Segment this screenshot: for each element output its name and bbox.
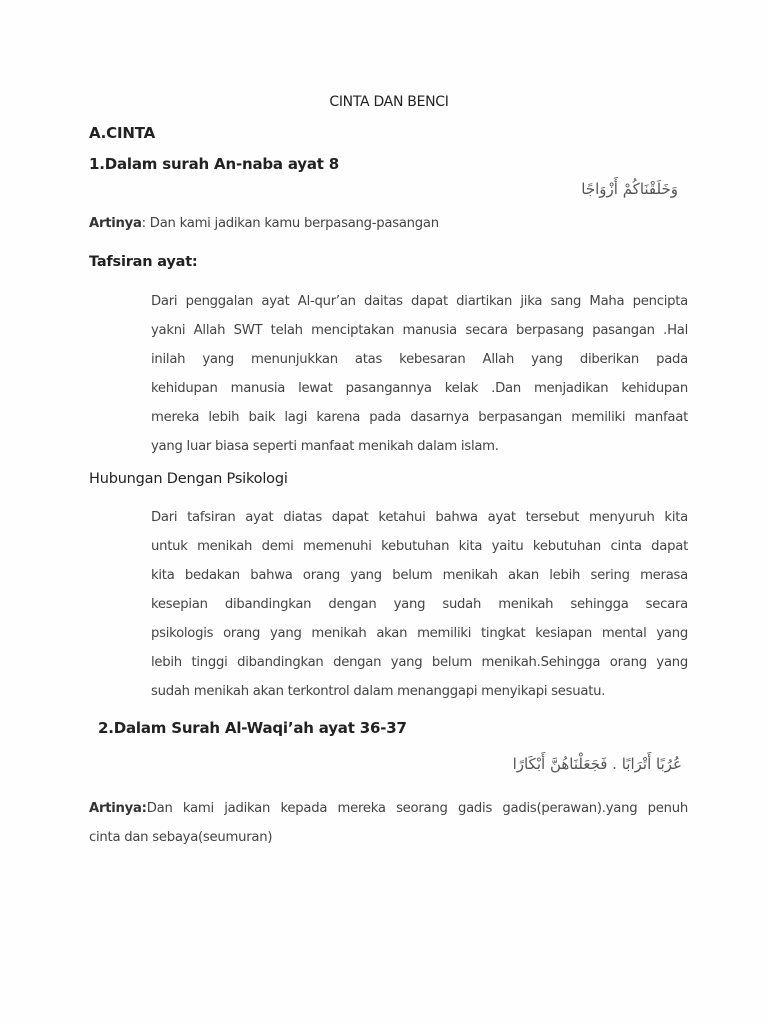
item1-arabic-verse: وَخَلَقْنَاكُمْ أَزْوَاجًا bbox=[581, 180, 678, 198]
tafsiran-line: kehidupan manusia lewat pasangannya kelak .Dan menjadikan kehidupan bbox=[151, 381, 688, 396]
tafsiran-line: yang luar biasa seperti manfaat menikah dalam islam. bbox=[151, 439, 499, 454]
artinya-label: Artinya: bbox=[89, 801, 147, 816]
tafsiran-heading: Tafsiran ayat: bbox=[89, 254, 198, 270]
item1-artinya bbox=[89, 216, 439, 231]
psikologi-line: sudah menikah akan terkontrol dalam menanggapi menyikapi sesuatu. bbox=[151, 684, 606, 699]
psikologi-line: psikologis orang yang menikah akan memiliki tingkat kesiapan mental yang bbox=[151, 626, 688, 641]
item1-heading: 1.Dalam surah An-naba ayat 8 bbox=[89, 155, 340, 173]
psikologi-heading: Hubungan Dengan Psikologi bbox=[89, 471, 288, 487]
artinya-text: : Dan kami jadikan kamu berpasang-pasangan bbox=[141, 216, 439, 231]
section-heading-cinta: A.CINTA bbox=[89, 124, 156, 142]
tafsiran-line: Dari penggalan ayat Al-qur’an daitas dapat diartikan jika sang Maha pencipta bbox=[151, 294, 688, 309]
tafsiran-line: inilah yang menunjukkan atas kebesaran Allah yang diberikan pada bbox=[151, 352, 688, 367]
psikologi-line: kita bedakan bahwa orang yang belum menikah akan lebih sering merasa bbox=[151, 568, 688, 583]
tafsiran-paragraph bbox=[151, 287, 688, 461]
artinya-label: Artinya bbox=[89, 216, 142, 231]
artinya2-line: cinta dan sebaya(seumuran) bbox=[89, 830, 273, 845]
item2-arabic-verse: عُرُبًا أَتْرَابًا . فَجَعَلْنَاهُنَّ أَبْكَارًا bbox=[512, 755, 682, 773]
document-title: CINTA DAN BENCI bbox=[329, 94, 449, 110]
psikologi-paragraph bbox=[151, 503, 688, 706]
artinya2-line bbox=[89, 794, 688, 823]
psikologi-line: untuk menikah demi memenuhi kebutuhan kita yaitu kebutuhan cinta dapat bbox=[151, 539, 688, 554]
psikologi-line: lebih tinggi dibandingkan dengan yang belum menikah.Sehingga orang yang bbox=[151, 655, 688, 670]
tafsiran-line: yakni Allah SWT telah menciptakan manusia secara berpasang pasangan .Hal bbox=[151, 323, 688, 338]
artinya-text: Dan kami jadikan kepada mereka seorang gadis gadis(perawan).yang penuh bbox=[146, 801, 688, 816]
psikologi-line: kesepian dibandingkan dengan yang sudah menikah sehingga secara bbox=[151, 597, 688, 612]
psikologi-line: Dari tafsiran ayat diatas dapat ketahui bahwa ayat tersebut menyuruh kita bbox=[151, 510, 688, 525]
item2-heading: 2.Dalam Surah Al-Waqi’ah ayat 36-37 bbox=[98, 719, 407, 737]
tafsiran-line: mereka lebih baik lagi karena pada dasarnya berpasangan memiliki manfaat bbox=[151, 410, 688, 425]
item2-artinya bbox=[89, 794, 688, 852]
